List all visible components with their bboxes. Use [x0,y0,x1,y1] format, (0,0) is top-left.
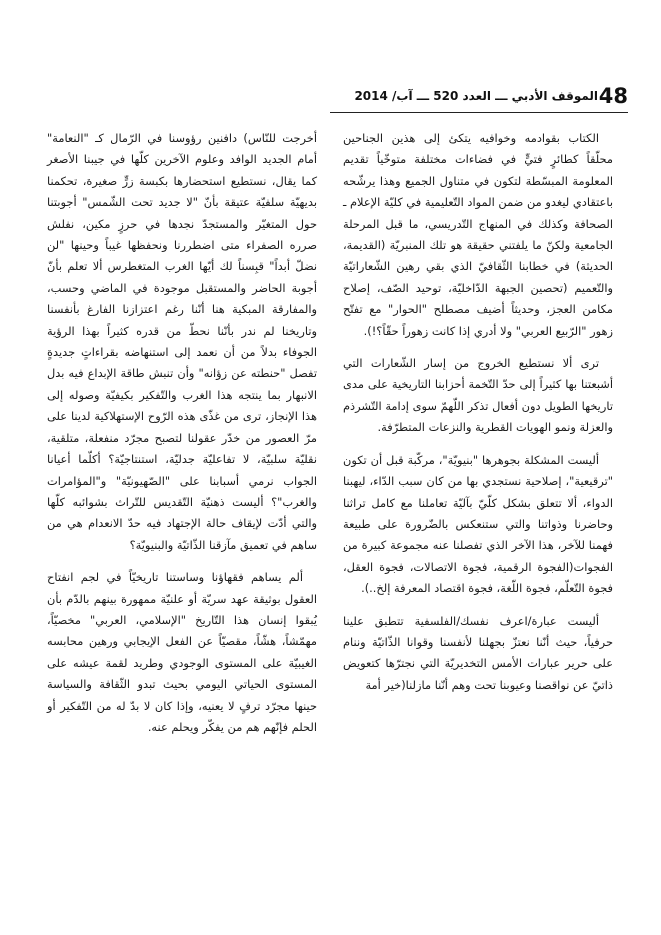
page-header [330,84,628,108]
running-title: الموقف الأدبي ـــ العدد 520 ـــ آب/ 2014 [354,89,598,103]
paragraph: الكتاب بقوادمه وخوافيه يتكئ إلى هذين الجناحين محلّقاً كطائرٍ فتيٍّ في فضاءات مختلفة متوخّياً تقديم المعلومة المبسّطة لتكون في متناول الجميع وهذا يرشّحه باعتقادي ليغدو من ضمن المواد التّعليمية في كليّة الإعلام ـ الصحافة وكذلك في المنهاج التّدريسي، ما قبل المرحلة الجامعية ولكنّ ما يلفتني حقيقة هو تلك المنبريّة (القديمة، الحديثة) في خطابنا الثّقافيّ الذي بقي رهين الشّعاراتيّة والتّعميم (تحصين الجبهة الدّاخليّة، توحيد الصّف، إصلاح مكامن العجز، وحديثاً أضيف مصطلح "الحوار" مع تفتّح زهور "الرّبيع العربي" ولا أدري إذا كانت زهوراً حقّاً؟!). [343,131,613,338]
header-rule [330,112,628,113]
paragraph: أليست عبارة/اعرف نفسك/الفلسفية تتطبق علينا حرفياً، حيث أنّنا نعتزّ بجهلنا لأنفسنا وقوانا الذّاتيّة وننام على حرير عبارات الأمس التخديريّة التي نجترّها كتعويض ذاتيّ عن نواقصنا وعيوبنا تحت وهم أنّنا مازلنا(خير أمة [343,613,613,692]
page-number: 48 [598,84,628,108]
paragraph: ألم يساهم فقهاؤنا وساستنا تاريخيّاً في لجم انفتاح العقول بوثيقة عهد سريّة أو علنيّة ممهورة بينهم بالدّم بأن يُبقوا إنسان هذا التّاريخ "الإسلامي، العربي" مخصيّاً، مهمّشاً، هشّاً، مقصيّاً عن الفعل الإيجابي ورهين محابسه الغيبيّة على المستوى الوجودي وطريد لقمة عيشه على المستوى الحياتي اليومي بحيث تبدو الثّقافة والسياسة حينها مجرّد ترفٍ لا يعنيه، وإذا كان لا بدّ له من التّفكير أو الحلم فإنّهم هم من يفكّر ويحلم عنه. [47,570,317,734]
paragraph: أخرجت للنّاس) دافنين رؤوسنا في الرّمال كـ "النعامة" أمام الجديد الوافد وعلوم الآخرين كلّها في جيبنا الأصغر كما يقال، نستطيع استحضارها بكبسة زرٍّ صغيرة، تحكمنا بديهيّة سلفيّة عتيقة بأنّ "لا جديد تحت الشّمس" أجوبتنا حول المتغيّر والمستجدّ نجدها في حرزٍ مكين، نفلش صرره الصفراء متى اضطررنا ونحفظها غيباً وحينها "لن نضلّ أبداً" قبِسناً لك أيّها الغرب المتغطرس ألا تعلم بأنّ أجوبة الحاضر والمستقبل موجودة في الماضي وحسب، والمفارقة المبكية هنا أنّنا رغم اعتزازنا الفارغ بأنفسنا وتاريخنا لم ندر بأنّنا نحطّ من قدره كثيراً بهذا الرؤية الجوفاء بدلاً من أن نعمد إلى استنهاضه بقراءاتٍ جديدةٍ تفصل "حنطته عن زؤانه" وأن تنبش طاقة الإبداع فيه بدل الانبهار بما ينتجه هذا الغرب والتّفكير بكيفيّة وصوله إلى هذا الإنجاز، ترى من غذّى هذه الرّوح الإستهلاكية لدينا على مرّ العصور من خدّر عقولنا لتصبح مجرّد منفعلة، متلقية، نقليّة سلبيّة، لا تفاعليّة جدليّة، استنتاجيّة؟ أكلّما أعيانا الجواب نرمي أسبابنا على "الصّهيونيّة" و"المؤامرات والغرب"؟ أليست ذهنيّة التّقديس للتّراث بشوائبه كلّها والتي أدّت لإيقاف حالة الإجتهاد فيه حدّ الانعدام هي من ساهم في تعميق مآزقنا الذّاتيّة والبنيويّة؟ [47,131,317,552]
right-column [343,128,613,696]
paragraph: ترى ألا نستطيع الخروج من إسار الشّعارات التي أشبعتنا بها كثيراً إلى حدّ التّخمة أحزابنا التاريخية على مدى تاريخها الطويل دون أفعال تذكر اللّهمّ سوى إدامة التّشرذم والعزلة ونمو الهويات القطرية والنزعات المتطرّفة. [343,356,613,435]
left-column [47,128,317,738]
paragraph: أليست المشكلة بجوهرها "بنيويّة"، مركّبة قبل أن تكون "ترقيعية"، إصلاحية نستجدي بها من كان سبب الدّاء، ليهبنا الدواء، ألا تتعلق بشكل كلّيّ بآليّة تعاملنا مع كامل تراثنا وحاضرنا وذواتنا والتي ستنعكس بالضّرورة على طبيعة فهمنا للآخر، هذا الآخر الذي تفصلنا عنه مجموعة كبيرة من الفجوات(الفجوة الرقمية، فجوة الاتصالات، فجوة العقل، فجوة التّعلّم، فجوة اللّغة، فجوة اقتصاد المعرفة إلخ..). [343,452,613,596]
